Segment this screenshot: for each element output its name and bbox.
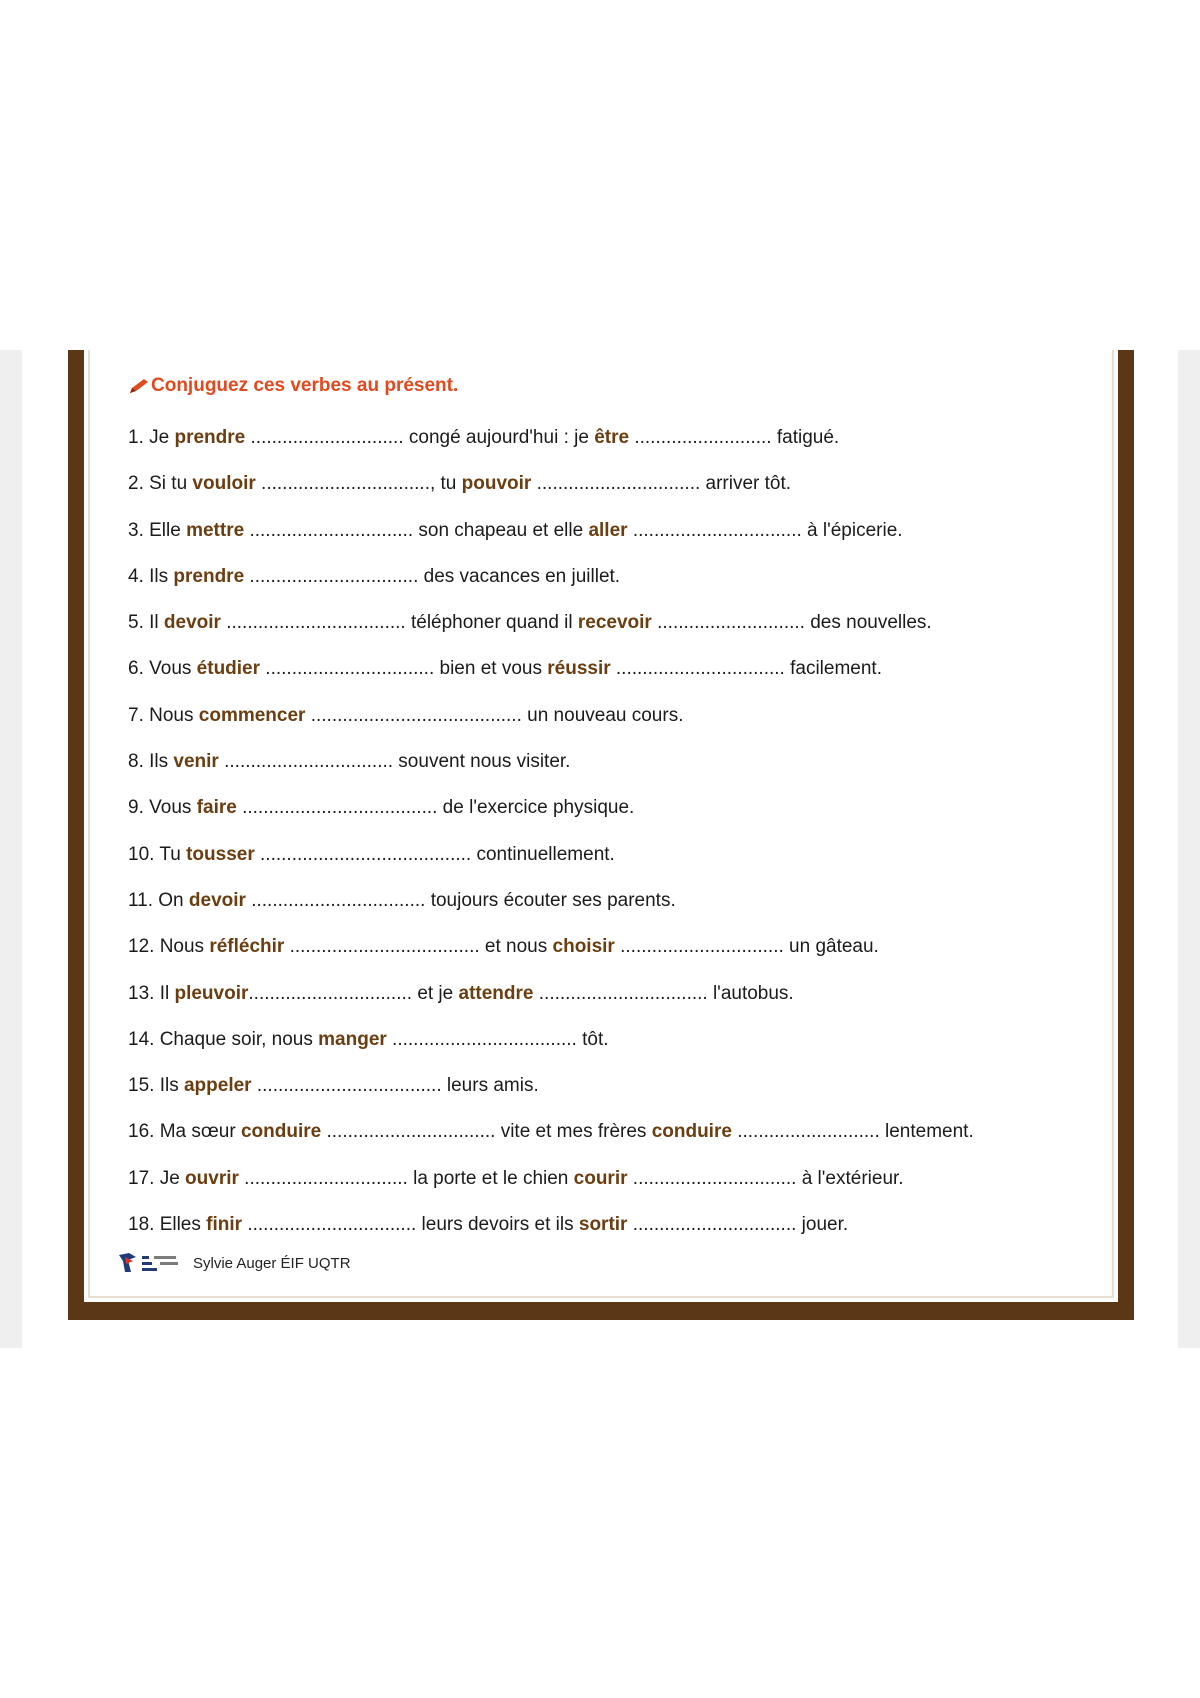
line-ending: ............................... à l'extérieur. [627,1167,904,1189]
line-ending: ............................... un gâteau. [614,936,879,958]
exercise-line-1 [128,415,1088,461]
answer-blank-text: ................................ souvent nous visiter. [218,751,571,773]
line-prefix: 15. Ils [128,1075,184,1097]
line-prefix: 11. On [128,889,189,911]
line-prefix: 2. Si tu [128,473,193,495]
verb-infinitive: vouloir [192,473,256,495]
answer-blank-text: ............................... la porte et le chien [238,1167,574,1189]
line-prefix: 3. Elle [128,519,187,541]
line-prefix: 4. Ils [128,565,174,587]
line-ending: ................................ l'autobus. [533,982,794,1004]
exercise-line-12 [128,924,1088,970]
line-ending: .......................... fatigué. [629,427,840,448]
answer-blank-text: .................................... et nous [284,936,553,958]
verb-infinitive: ouvrir [185,1167,239,1189]
pencil-icon [128,377,150,395]
line-prefix: 9. Vous [128,797,197,819]
answer-blank-text: ................................ bien et vous [260,658,548,680]
second-verb-infinitive: être [594,427,630,448]
exercise-line-7 [128,693,1088,739]
exercise-line-9 [128,785,1088,831]
line-prefix: 6. Vous [128,658,197,680]
second-verb-infinitive: choisir [552,936,615,958]
exercise-line-17 [128,1156,1088,1202]
verb-infinitive: venir [173,751,219,773]
line-prefix: 14. Chaque soir, nous [128,1028,319,1050]
instruction-text: Conjuguez ces verbes au présent. [151,375,459,396]
verb-infinitive: manger [318,1028,387,1050]
answer-blank-text: ........................................ continuellement. [254,843,615,865]
school-logo-icon [117,1252,185,1274]
line-prefix: 12. Nous [128,936,210,958]
line-prefix: 16. Ma sœur [128,1121,241,1143]
exercise-line-18 [128,1202,1088,1248]
exercise-line-8 [128,739,1088,785]
footer-credit: Sylvie Auger ÉIF UQTR [193,1254,351,1272]
line-ending: ........................... lentement. [731,1121,974,1143]
verb-infinitive: réfléchir [209,936,285,958]
exercise-line-16 [128,1109,1088,1155]
exercise-line-4 [128,554,1088,600]
line-ending: ............................... jouer. [627,1214,849,1236]
answer-blank-text: ................................. toujours écouter ses parents. [245,889,676,911]
answer-blank-text: ................................ des vacances en juillet. [244,565,621,587]
exercise-line-13 [128,971,1088,1017]
exercise-line-14 [128,1017,1088,1063]
verb-infinitive: faire [196,797,237,819]
exercise-instruction [128,373,1088,399]
line-prefix: 7. Nous [128,704,199,726]
verb-infinitive: commencer [198,704,306,726]
line-prefix: 5. Il [128,612,164,634]
worksheet-content [128,373,1088,1248]
verb-infinitive: appeler [183,1075,252,1097]
second-verb-infinitive: recevoir [577,612,652,634]
answer-blank-text: ............................... son chapeau et elle [244,519,589,541]
verb-infinitive: mettre [186,519,245,541]
line-prefix: 1. Je [128,427,175,448]
answer-blank-text: ............................. congé aujourd'hui : je [245,427,595,448]
verb-infinitive: prendre [174,427,246,448]
answer-blank-text: ................................... tôt. [386,1028,609,1050]
line-ending: ................................ facilement. [610,658,882,680]
verb-infinitive: pleuvoir [174,982,249,1004]
exercise-line-6 [128,646,1088,692]
second-verb-infinitive: sortir [578,1214,628,1236]
exercise-line-15 [128,1063,1088,1109]
second-verb-infinitive: pouvoir [461,473,532,495]
line-prefix: 10. Tu [128,843,187,865]
exercise-line-5 [128,600,1088,646]
answer-blank-text: ................................ vite et mes frères [321,1121,652,1143]
exercise-list [128,415,1088,1248]
line-prefix: 8. Ils [128,751,174,773]
answer-blank-text: ............................... et je [248,982,459,1004]
exercise-line-3 [128,508,1088,554]
worksheet-footer [117,1251,351,1275]
line-ending: ................................ à l'épicerie. [627,519,903,541]
line-prefix: 13. Il [128,982,175,1004]
second-verb-infinitive: conduire [651,1121,732,1143]
answer-blank-text: ........................................ un nouveau cours. [305,704,684,726]
line-prefix: 18. Elles [128,1214,207,1236]
second-verb-infinitive: attendre [458,982,534,1004]
line-ending: ............................ des nouvelles. [651,612,932,634]
second-verb-infinitive: réussir [547,658,611,680]
verb-infinitive: prendre [173,565,245,587]
verb-infinitive: conduire [240,1121,322,1143]
answer-blank-text: ..................................... de l'exercice physique. [236,797,635,819]
second-verb-infinitive: courir [573,1167,628,1189]
verb-infinitive: devoir [188,889,246,911]
verb-infinitive: finir [206,1214,243,1236]
verb-infinitive: étudier [196,658,261,680]
answer-blank-text: ................................, tu [255,473,462,495]
answer-blank-text: ................................... leurs amis. [251,1075,539,1097]
verb-infinitive: tousser [186,843,255,865]
exercise-line-2 [128,461,1088,507]
answer-blank-text: ................................ leurs devoirs et ils [242,1214,579,1236]
line-prefix: 17. Je [128,1167,186,1189]
second-verb-infinitive: aller [588,519,628,541]
exercise-line-10 [128,832,1088,878]
line-ending: ............................... arriver tôt. [531,473,792,495]
verb-infinitive: devoir [163,612,221,634]
exercise-line-11 [128,878,1088,924]
answer-blank-text: .................................. téléphoner quand il [220,612,578,634]
